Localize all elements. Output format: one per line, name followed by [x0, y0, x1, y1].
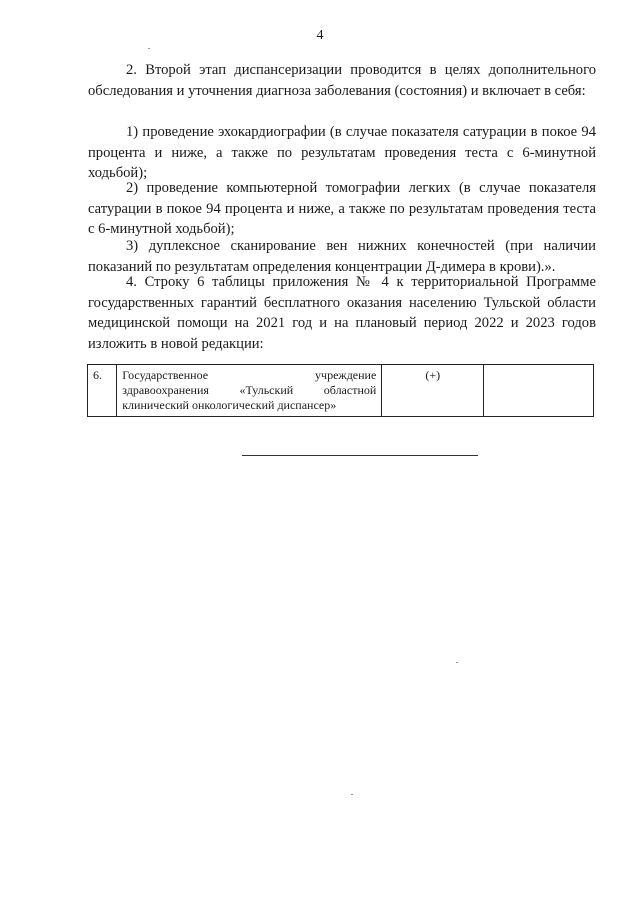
page-number: 4: [316, 28, 324, 43]
paragraph-item-1: 1) проведение эхокардиографии (в случае показателя сатурации в покое 94 процента и ниже, а также по результатам проведения теста с 6-минутной ходьбой);: [88, 124, 596, 181]
participation-mark: (+): [382, 365, 484, 417]
paragraph-point-4: 4. Строку 6 таблицы приложения № 4 к территориальной Программе государственных гарантий бесплатного оказания населению Тульской области медицинской помощи на 2021 год и на плановый период 2022 и 2023 годов изложить в новой редакции:: [88, 274, 596, 352]
paragraph-stage-two: 2. Второй этап диспансеризации проводится в целях дополнительного обследования и уточнения диагноза заболевания (состояния) и включает в себя:: [88, 62, 596, 99]
name-part: учреждение: [315, 368, 377, 382]
name-part: Государственное: [122, 368, 209, 382]
table-row: [88, 365, 594, 417]
empty-cell: [484, 365, 594, 417]
scan-speck: [148, 48, 150, 49]
name-part: «Тульский: [239, 383, 294, 397]
scan-speck: [351, 794, 353, 795]
name-part: областной: [323, 383, 377, 397]
name-part: здравоохранения: [122, 383, 209, 397]
paragraph-item-2: 2) проведение компьютерной томографии легких (в случае показателя сатурации в покое 94 процента и ниже, а также по результатам проведения теста с 6-минутной ходьбой);: [88, 180, 596, 237]
scan-speck: [456, 662, 458, 663]
paragraph-item-3: 3) дуплексное сканирование вен нижних конечностей (при наличии показаний по результатам определения концентрации Д-димера в крови).».: [88, 238, 596, 275]
end-divider: [242, 455, 478, 456]
row-number: 6.: [88, 365, 117, 417]
institution-name: [117, 365, 382, 417]
name-part: клинический онкологический диспансер»: [122, 398, 337, 412]
institution-table: [87, 364, 594, 417]
